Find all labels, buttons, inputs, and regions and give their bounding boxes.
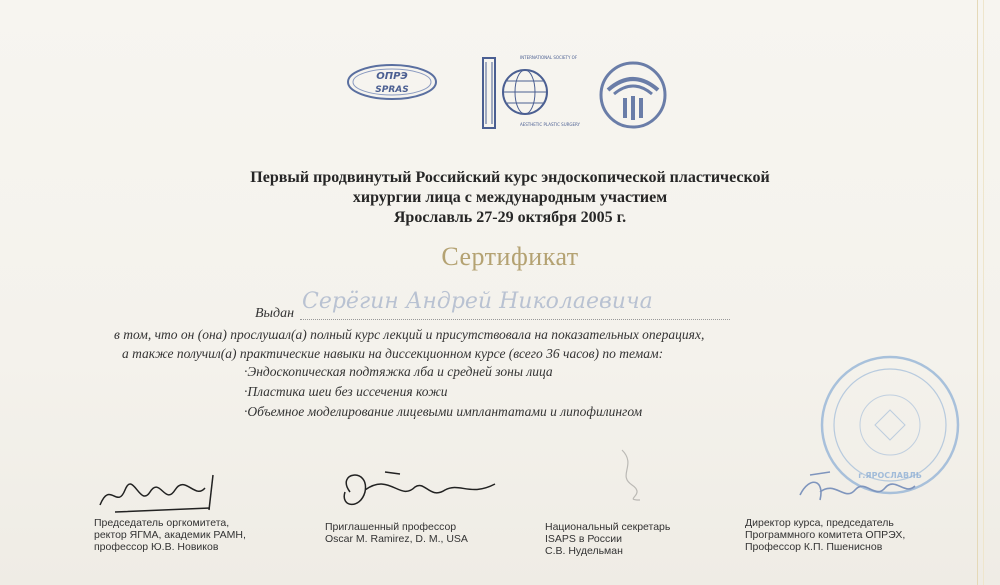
signer-line: Oscar M. Ramirez, D. M., USA — [325, 533, 468, 545]
svg-text:SPRAS: SPRAS — [375, 85, 409, 95]
signature-novikov — [95, 470, 235, 520]
recipient-name-handwritten: Серёгин Андрей Николаевича — [302, 289, 653, 314]
signer-line: Директор курса, председатель — [745, 517, 894, 529]
svg-text:AESTHETIC PLASTIC SURGERY: AESTHETIC PLASTIC SURGERY — [520, 122, 581, 127]
signer-line: Председатель оргкомитета, — [94, 517, 230, 529]
title-line: хирургии лица с международным участием — [352, 189, 668, 206]
topic-item: ·Пластика шеи без иссечения кожи — [244, 384, 448, 399]
topic-item: ·Эндоскопическая подтяжка лба и средней зоны лица — [244, 364, 553, 379]
body-line: а также получил(а) практические навыки на диссекционном курсе (всего 36 часов) по темам: — [122, 346, 664, 361]
body-line: в том, что он (она) прослушал(а) полный курс лекций и присутствовала на показательных операциях, — [114, 327, 705, 342]
signer-block — [325, 521, 468, 545]
signer-line: Приглашенный профессор — [325, 521, 457, 533]
signer-line: ректор ЯГМА, академик РАМН, — [94, 529, 246, 541]
signer-line: профессор Ю.В. Новиков — [94, 541, 219, 553]
signature-ramirez — [330, 462, 500, 522]
topic-item: ·Объемное моделирование лицевыми имплантатами и липофилингом — [244, 404, 643, 419]
signer-line: Программного комитета ОПРЭХ, — [745, 529, 906, 541]
name-underline — [300, 318, 730, 320]
signer-block — [545, 521, 670, 557]
logos-row — [0, 52, 1000, 142]
signer-line: С.В. Нудельман — [545, 545, 623, 557]
certificate-heading: Сертификат — [441, 242, 579, 271]
association-logo — [598, 60, 668, 130]
signer-line: Профессор К.П. Пшениснов — [745, 541, 883, 553]
course-title — [150, 168, 870, 228]
signature-pshenisnov — [790, 460, 920, 520]
isaps-logo — [480, 52, 581, 132]
topics-list — [244, 362, 642, 422]
svg-text:ОПРЭ: ОПРЭ — [376, 71, 408, 82]
signer-block — [94, 517, 246, 553]
opre-logo — [345, 62, 440, 102]
svg-text:INTERNATIONAL SOCIETY OF: INTERNATIONAL SOCIETY OF — [520, 55, 578, 60]
title-date-line: Ярославль 27-29 октября 2005 г. — [393, 209, 627, 226]
svg-text:г.ЯРОСЛАВЛЬ: г.ЯРОСЛАВЛЬ — [858, 471, 922, 480]
signer-line: Национальный секретарь — [545, 521, 671, 533]
signature-faint — [612, 445, 652, 505]
signer-line: ISAPS в России — [545, 533, 622, 545]
signer-block — [745, 517, 905, 553]
certificate-body — [112, 325, 902, 363]
title-line: Первый продвинутый Российский курс эндоскопической пластической — [250, 169, 770, 186]
issued-label: Выдан — [255, 306, 295, 321]
